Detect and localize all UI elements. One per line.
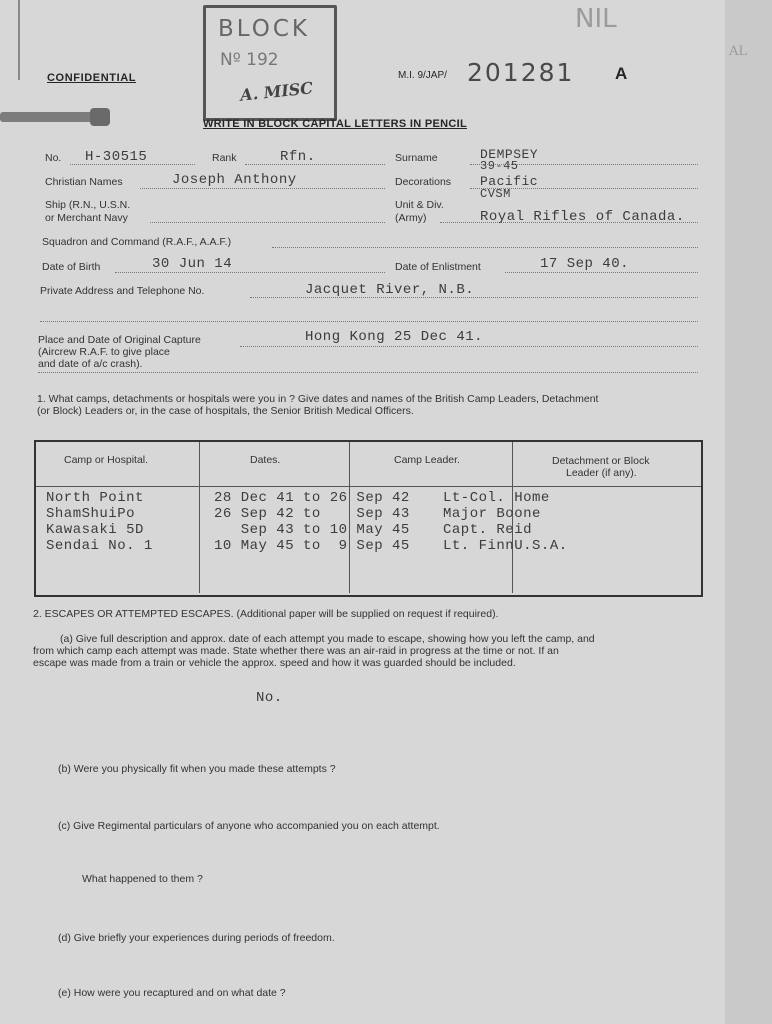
col-detachment-header-2: Leader (if any). <box>566 467 637 479</box>
section1-question: 1. What camps, detachments or hospitals were you in ? Give dates and names of the British Camp Leaders, Detachment <box>37 393 599 405</box>
unit-value: Royal Rifles of Canada. <box>480 209 685 225</box>
capture-label-3: and date of a/c crash). <box>38 358 143 370</box>
stamp-block: BLOCK <box>218 16 311 42</box>
unit-label-2: (Army) <box>395 212 427 224</box>
no-value: H-30515 <box>85 149 148 165</box>
escape-question-e: (e) How were you recaptured and on what date ? <box>58 987 286 999</box>
surname-value: DEMPSEY <box>480 147 539 162</box>
address-label: Private Address and Telephone No. <box>40 285 205 297</box>
row-camp: ShamShuiPo <box>46 506 136 522</box>
capture-label: Place and Date of Original Capture <box>38 334 201 346</box>
binder-ring <box>0 0 20 80</box>
dob-value: 30 Jun 14 <box>152 256 233 272</box>
row-camp: Kawasaki 5D <box>46 522 144 538</box>
margin-note: NIL <box>575 4 617 34</box>
no-label: No. <box>45 152 62 164</box>
col-detachment-header: Detachment or Block <box>552 455 650 467</box>
stamp-number: Nº 192 <box>220 50 279 70</box>
section1-question-2: (or Block) Leaders or, in the case of hospitals, the Senior British Medical Officers. <box>37 405 414 417</box>
capture-label-2: (Aircrew R.A.F. to give place <box>38 346 170 358</box>
decorations-value-2: CVSM <box>480 187 511 201</box>
camps-table <box>34 440 703 597</box>
escape-question-a-3: escape was made from a train or vehicle the approx. speed and how it was guarded should be included. <box>33 657 516 669</box>
col-leader-header: Camp Leader. <box>394 454 460 466</box>
dob-label: Date of Birth <box>42 261 101 273</box>
rank-label: Rank <box>212 152 237 164</box>
row-camp: North Point <box>46 490 144 506</box>
col-camp-header: Camp or Hospital. <box>64 454 149 466</box>
escape-question-c-2: What happened to them ? <box>82 873 203 885</box>
paper-clip-end <box>90 108 110 126</box>
decorations-value: Pacific <box>480 174 539 189</box>
row-dates: 10 May 45 to 9 Sep 45 <box>214 538 410 554</box>
stamp-annotation: A. MISC <box>239 78 314 105</box>
underpage-note: AL <box>729 44 748 59</box>
col-dates-header: Dates. <box>250 454 281 466</box>
section2-title: 2. ESCAPES OR ATTEMPTED ESCAPES. (Additional paper will be supplied on request if required). <box>33 608 499 620</box>
escape-question-a: (a) Give full description and approx. date of each attempt you made to escape, showing how you left the camp, and <box>60 633 595 645</box>
row-dates: 26 Sep 42 to Sep 43 <box>214 506 410 522</box>
squadron-label: Squadron and Command (R.A.F., A.A.F.) <box>42 236 232 248</box>
confidential-heading: CONFIDENTIAL <box>47 72 137 84</box>
ship-label-2: or Merchant Navy <box>45 212 128 224</box>
escape-answer-a: No. <box>256 690 283 706</box>
rank-value: Rfn. <box>280 149 316 165</box>
decorations-label: Decorations <box>395 176 452 188</box>
row-leader: Major Boone <box>443 506 541 522</box>
underlying-page <box>725 0 772 1024</box>
enlistment-value: 17 Sep 40. <box>540 256 630 272</box>
escape-question-c: (c) Give Regimental particulars of anyone who accompanied you on each attempt. <box>58 820 440 832</box>
form-number: 201281 <box>467 58 575 87</box>
ship-label: Ship (R.N., U.S.N. <box>45 199 131 211</box>
form-class: A <box>615 64 628 83</box>
unit-label: Unit & Div. <box>395 199 444 211</box>
block-stamp <box>203 5 337 121</box>
escape-question-a-2: from which camp each attempt was made. State whether there was an air-raid in progress at the time or not. If an <box>33 645 559 657</box>
christian-names-value: Joseph Anthony <box>172 172 297 188</box>
row-leader: Lt. FinnU.S.A. <box>443 538 568 554</box>
escape-question-b: (b) Were you physically fit when you made these attempts ? <box>58 763 336 775</box>
row-leader: Lt-Col. Home <box>443 490 550 506</box>
instruction-heading: WRITE IN BLOCK CAPITAL LETTERS IN PENCIL <box>203 118 467 130</box>
christian-names-label: Christian Names <box>45 176 123 188</box>
form-reference: M.I. 9/JAP/ <box>398 70 447 81</box>
capture-value: Hong Kong 25 Dec 41. <box>305 329 484 345</box>
row-dates: Sep 43 to 10 May 45 <box>214 522 410 538</box>
surname-note: 39-45 <box>480 159 519 173</box>
escape-question-d: (d) Give briefly your experiences during periods of freedom. <box>58 932 335 944</box>
surname-label: Surname <box>395 152 438 164</box>
row-camp: Sendai No. 1 <box>46 538 153 554</box>
enlistment-label: Date of Enlistment <box>395 261 481 273</box>
row-leader: Capt. Reid <box>443 522 533 538</box>
row-dates: 28 Dec 41 to 26 Sep 42 <box>214 490 410 506</box>
address-value: Jacquet River, N.B. <box>305 282 475 298</box>
